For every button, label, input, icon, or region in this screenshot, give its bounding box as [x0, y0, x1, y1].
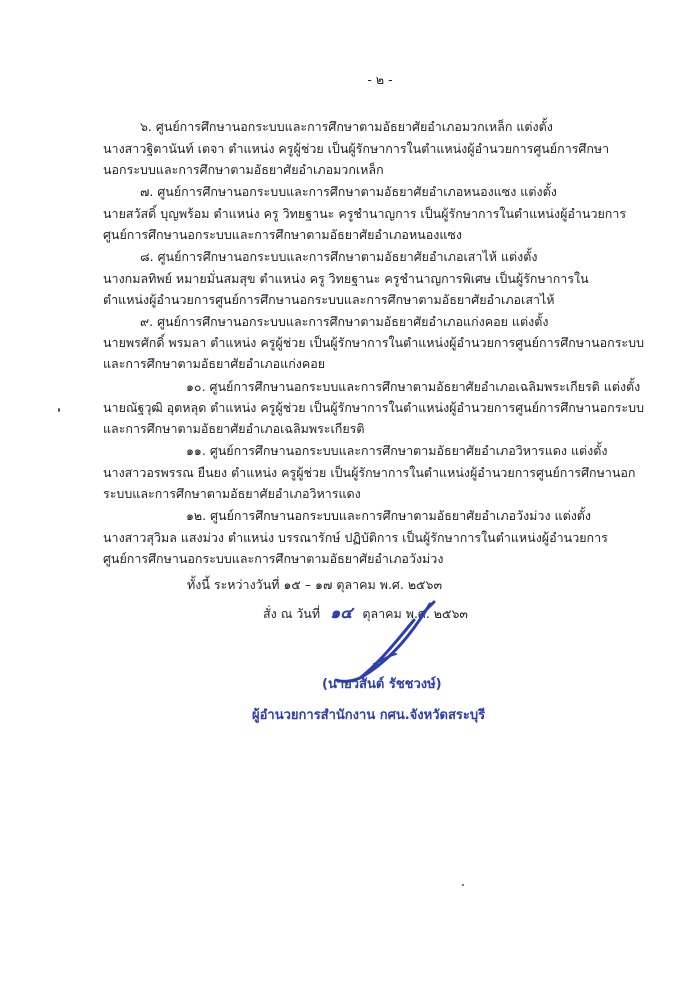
signer-name: (นายวสันต์ รัชชวงษ์) [322, 677, 442, 692]
item-line: ๑๑. ศูนย์การศึกษานอกระบบและการศึกษาตามอัธยาศัยอำเภอวิหารแดง แต่งตั้ง [186, 443, 608, 458]
item-line: นางสาวอรพรรณ ยืนยง ตำแหน่ง ครูผู้ช่วย เป็นผู้รักษาการในตำแหน่งผู้อำนวยการศูนย์การศึกษานอก [103, 465, 636, 480]
item-line: ศูนย์การศึกษานอกระบบและการศึกษาตามอัธยาศัยอำเภอหนองแซง [103, 227, 462, 242]
item-line: ศูนย์การศึกษานอกระบบและการศึกษาตามอัธยาศัยอำเภอวังม่วง [103, 551, 444, 566]
item-line: นอกระบบและการศึกษาตามอัธยาศัยอำเภอมวกเหล็ก [103, 162, 384, 177]
item-line: นางสาวฐิตานันท์ เตจา ตำแหน่ง ครูผู้ช่วย เป็นผู้รักษาการในตำแหน่งผู้อำนวยการศูนย์การศึกษา [103, 141, 610, 156]
item-line: นางสาวสุวิมล แสงม่วง ตำแหน่ง บรรณารักษ์ ปฏิบัติการ เป็นผู้รักษาการในตำแหน่งผู้อำนวยการ [103, 530, 608, 545]
item-line: ๙. ศูนย์การศึกษานอกระบบและการศึกษาตามอัธยาศัยอำเภอแก่งคอย แต่งตั้ง [140, 314, 549, 329]
item-line: นายสวัสดิ์ บุญพร้อม ตำแหน่ง ครู วิทยฐานะ ครูชำนาญการ เป็นผู้รักษาการในตำแหน่งผู้อำนวยการ [103, 206, 627, 221]
item-line: ๑๒. ศูนย์การศึกษานอกระบบและการศึกษาตามอัธยาศัยอำเภอวังม่วง แต่งตั้ง [186, 508, 592, 523]
period-line: ทั้งนี้ ระหว่างวันที่ ๑๕ – ๑๗ ตุลาคม พ.ศ. ๒๕๖๓ [187, 577, 442, 592]
signer-title: ผู้อำนวยการสำนักงาน กศน.จังหวัดสระบุรี [252, 708, 486, 723]
handwritten-day: ๑๔ [330, 603, 353, 622]
item-line: นางกมลทิพย์ หมายมั่นสมสุข ตำแหน่ง ครู วิทยฐานะ ครูชำนาญการพิเศษ เป็นผู้รักษาการใน [103, 271, 589, 286]
item-line: ๘. ศูนย์การศึกษานอกระบบและการศึกษาตามอัธยาศัยอำเภอเสาไห้ แต่งตั้ง [140, 249, 538, 264]
item-line: ระบบและการศึกษาตามอัธยาศัยอำเภอวิหารแดง [103, 486, 361, 501]
item-line: นายณัฐวุฒิ อุตหลุด ตำแหน่ง ครูผู้ช่วย เป็นผู้รักษาการในตำแหน่งผู้อำนวยการศูนย์การศึกษานอกระบบ [103, 400, 645, 415]
item-line: ๑๐. ศูนย์การศึกษานอกระบบและการศึกษาตามอัธยาศัยอำเภอเฉลิมพระเกียรติ แต่งตั้ง [186, 379, 641, 394]
item-line: และการศึกษาตามอัธยาศัยอำเภอเฉลิมพระเกียรติ [103, 421, 365, 436]
item-line: ๖. ศูนย์การศึกษานอกระบบและการศึกษาตามอัธยาศัยอำเภอมวกเหล็ก แต่งตั้ง [140, 119, 553, 134]
order-date-prefix: สั่ง ณ วันที่ [263, 606, 321, 621]
item-line: ตำแหน่งผู้อำนวยการศูนย์การศึกษานอกระบบและการศึกษาตามอัธยาศัยอำเภอเสาไห้ [103, 292, 555, 307]
item-line: นายพรศักดิ์ พรมลา ตำแหน่ง ครูผู้ช่วย เป็นผู้รักษาการในตำแหน่งผู้อำนวยการศูนย์การศึกษานอกระบบ [103, 335, 645, 350]
scan-speck [462, 884, 464, 886]
page-number: - ๒ - [367, 72, 393, 87]
item-line: ๗. ศูนย์การศึกษานอกระบบและการศึกษาตามอัธยาศัยอำเภอหนองแซง แต่งตั้ง [140, 184, 557, 199]
item-line: และการศึกษาตามอัธยาศัยอำเภอแก่งคอย [103, 356, 326, 371]
order-date-suffix: ตุลาคม พ.ศ. ๒๕๖๓ [362, 606, 468, 621]
scan-speck [58, 408, 60, 412]
